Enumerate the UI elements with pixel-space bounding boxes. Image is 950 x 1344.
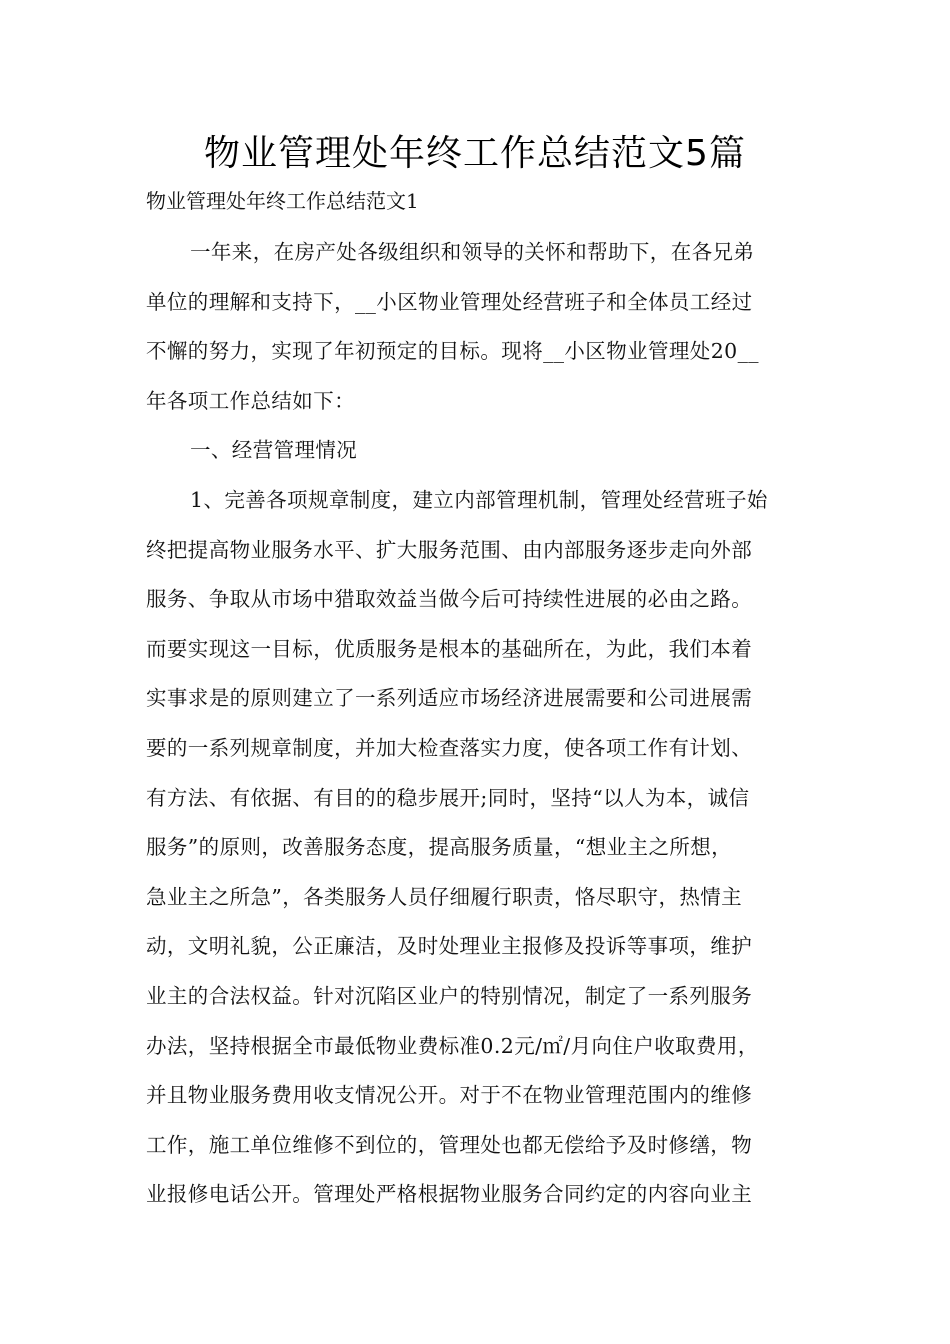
text-line: 业主的合法权益。针对沉陷区业户的特别情况，制定了一系列服务 xyxy=(146,983,753,1008)
text-line: 一年来，在房产处各级组织和领导的关怀和帮助下，在各兄弟 xyxy=(190,240,755,264)
text-line: 动，文明礼貌，公正廉洁，及时处理业主报修及投诉等事项，维护 xyxy=(146,934,753,959)
text-line: 业报修电话公开。管理处严格根据物业服务合同约定的内容向业主 xyxy=(146,1182,753,1207)
text-line: 服务”的原则，改善服务态度，提高服务质量，“想业主之所想， xyxy=(146,835,733,860)
text-line: 不懈的努力，实现了年初预定的目标。现将__小区物业管理处20__ xyxy=(146,339,759,364)
section-heading: 一、经营管理情况 xyxy=(190,438,358,463)
text-line: 有方法、有依据、有目的的稳步展开;同时，坚持“以人为本，诚信 xyxy=(146,785,750,810)
text-line: 实事求是的原则建立了一系列适应市场经济进展需要和公司进展需 xyxy=(146,686,753,711)
text-line: 服务、争取从市场中猎取效益当做今后可持续性进展的必由之路。 xyxy=(146,587,753,612)
text-line: 单位的理解和支持下，__小区物业管理处经营班子和全体员工经过 xyxy=(146,289,753,314)
document-body xyxy=(146,232,806,1224)
text-line: 办法，坚持根据全市最低物业费标准0.2元/㎡/月向住户收取费用， xyxy=(146,1033,759,1058)
text-line: 工作，施工单位维修不到位的，管理处也都无偿给予及时修缮，物 xyxy=(146,1132,753,1157)
text-line: 1、完善各项规章制度，建立内部管理机制，管理处经营班子始 xyxy=(190,487,768,512)
document-subtitle: 物业管理处年终工作总结范文1 xyxy=(146,189,419,213)
text-line: 急业主之所急”，各类服务人员仔细履行职责，恪尽职守，热情主 xyxy=(146,884,743,909)
text-line: 而要实现这一目标，优质服务是根本的基础所在，为此，我们本着 xyxy=(146,636,753,661)
text-line: 并且物业服务费用收支情况公开。对于不在物业管理范围内的维修 xyxy=(146,1083,753,1108)
text-line: 终把提高物业服务水平、扩大服务范围、由内部服务逐步走向外部 xyxy=(146,537,753,562)
text-line: 年各项工作总结如下： xyxy=(146,388,355,413)
document-title: 物业管理处年终工作总结范文5篇 xyxy=(204,133,746,174)
text-line: 要的一系列规章制度，并加大检查落实力度，使各项工作有计划、 xyxy=(146,735,753,760)
